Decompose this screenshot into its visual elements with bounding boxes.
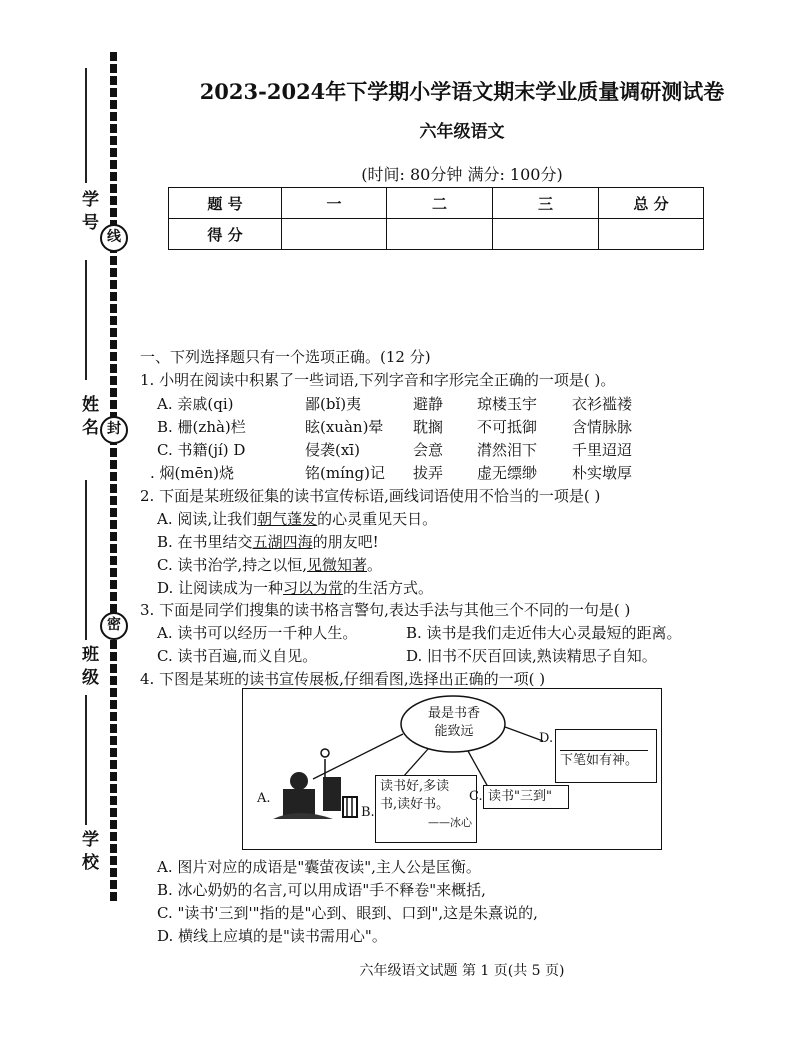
poster-box-c: 读书"三到" [483, 785, 569, 809]
q4-option-c: C. "读书'三到'"指的是"心到、眼到、口到",这是朱熹说的, [157, 904, 538, 922]
score-input-cell[interactable] [493, 219, 599, 250]
q1-option-cell: 含情脉脉 [572, 418, 633, 436]
score-cell: 一 [282, 188, 387, 219]
q2-stem: 2. 下面是某班级征集的读书宣传标语,画线词语使用不恰当的一项是( ) [140, 487, 601, 505]
poster-label-c: C. [469, 789, 483, 804]
poster-d-line2: 下笔如有神。 [560, 753, 639, 768]
seal-secret: 密 [100, 612, 128, 640]
q1-option-cell: 潸然泪下 [477, 441, 538, 459]
q4-stem: 4. 下图是某班的读书宣传展板,仔细看图,选择出正确的一项( ) [140, 670, 546, 688]
q1-option-cell: 会意 [413, 441, 444, 459]
page-footer: 六年级语文试题 第 1 页(共 5 页) [359, 963, 565, 979]
q1-option-cell: A. 亲戚(qi) [157, 395, 234, 413]
school-label: 学 校 [78, 830, 98, 870]
q1-option-cell: 衣衫褴褛 [572, 395, 633, 413]
q1-option-cell: 拔弄 [413, 464, 444, 482]
q3-option-d: D. 旧书不厌百回读,熟读精思子自知。 [406, 647, 657, 665]
seal-seal: 封 [100, 416, 128, 444]
poster-label-d: D. [539, 731, 554, 746]
poster-label-b: B. [361, 805, 375, 820]
q3-stem: 3. 下面是同学们搜集的读书格言警句,表达手法与其他三个不同的一句是( ) [140, 601, 631, 619]
q2-option-c: C. 读书治学,持之以恒,见微知著。 [157, 556, 383, 574]
exam-title: 2023-2024年下学期小学语文期末学业质量调研测试卷 [199, 79, 725, 104]
time-info: (时间: 80分钟 满分: 100分) [361, 165, 563, 184]
score-table-score-row [169, 219, 704, 250]
q1-option-cell: 侵袭(xī) [305, 441, 360, 459]
class-label: 班 级 [78, 645, 98, 685]
name-label: 姓 名 [78, 395, 98, 435]
poster-link-d [505, 727, 543, 741]
q1-option-cell: 避静 [413, 395, 444, 413]
section1-heading: 一、下列选择题只有一个选项正确。(12 分) [140, 348, 431, 366]
score-table-header-row [169, 188, 704, 219]
score-input-cell[interactable] [387, 219, 493, 250]
q1-option-cell: 耽搁 [413, 418, 444, 436]
q1-stem: 1. 小明在阅读中积累了一些词语,下列字音和字形完全正确的一项是( )。 [140, 371, 616, 389]
q3-option-a: A. 读书可以经历一千种人生。 [157, 624, 358, 642]
q2-option-b: B. 在书里结交五湖四海的朋友吧! [157, 533, 379, 551]
q2-option-d: D. 让阅读成为一种习以为常的生活方式。 [157, 579, 434, 597]
poster-center-line2: 能致远 [434, 724, 474, 739]
q3-option-c: C. 读书百遍,而义自见。 [157, 647, 318, 665]
name-blank [85, 260, 87, 380]
q1-option-cell: . 焖(mēn)烧 [150, 464, 235, 482]
poster-label-a: A. [257, 791, 271, 806]
score-cell: 总 分 [599, 188, 704, 219]
q4-option-b: B. 冰心奶奶的名言,可以用成语"手不释卷"来概括, [157, 881, 486, 899]
score-input-cell[interactable] [599, 219, 704, 250]
q1-option-cell: 千里迢迢 [572, 441, 633, 459]
poster-link-b [403, 749, 428, 777]
score-cell: 题 号 [169, 188, 282, 219]
student-id-blank [85, 68, 87, 183]
school-blank [85, 695, 87, 825]
poster-b-sign: ——冰心 [428, 816, 472, 829]
q1-option-cell: 琼楼玉宇 [477, 395, 538, 413]
poster-box-d [555, 729, 657, 783]
q4-option-d: D. 横线上应填的是"读书需用心"。 [157, 927, 387, 945]
score-cell: 三 [493, 188, 599, 219]
poster-b-line2: 书,读好书。 [380, 797, 450, 812]
score-table [168, 187, 704, 250]
q4-option-a: A. 图片对应的成语是"囊萤夜读",主人公是匡衡。 [157, 858, 481, 876]
q1-option-cell: 虚无缥缈 [477, 464, 538, 482]
seal-line: 线 [100, 224, 128, 252]
poster-center-line1: 最是书香 [427, 706, 480, 721]
exam-subtitle: 六年级语文 [419, 122, 505, 142]
poster-box-b [375, 775, 477, 843]
q1-option-cell: 铭(míng)记 [305, 464, 385, 482]
q1-option-cell: C. 书籍(jí) D [157, 441, 246, 459]
q2-option-a: A. 阅读,让我们朝气蓬发的心灵重见天日。 [157, 510, 438, 528]
scholar-illustration [273, 749, 357, 819]
poster-d-blank-line [560, 732, 648, 751]
q1-option-cell: 眩(xuàn)晕 [305, 418, 384, 436]
score-cell: 二 [387, 188, 493, 219]
score-cell: 得 分 [169, 219, 282, 250]
reading-poster-board [242, 688, 662, 850]
q3-option-b: B. 读书是我们走近伟大心灵最短的距离。 [406, 624, 682, 642]
q1-option-cell: B. 栅(zhà)栏 [157, 418, 246, 436]
score-input-cell[interactable] [282, 219, 387, 250]
poster-center-text [419, 705, 489, 741]
student-id-label: 学 号 [78, 190, 98, 230]
binding-dashed-line [110, 52, 117, 902]
class-blank [85, 480, 87, 640]
poster-b-line1: 读书好,多读 [380, 779, 450, 794]
q1-option-cell: 鄙(bǐ)夷 [305, 395, 362, 413]
q1-option-cell: 不可抵御 [477, 418, 538, 436]
q1-option-cell: 朴实墩厚 [572, 464, 633, 482]
